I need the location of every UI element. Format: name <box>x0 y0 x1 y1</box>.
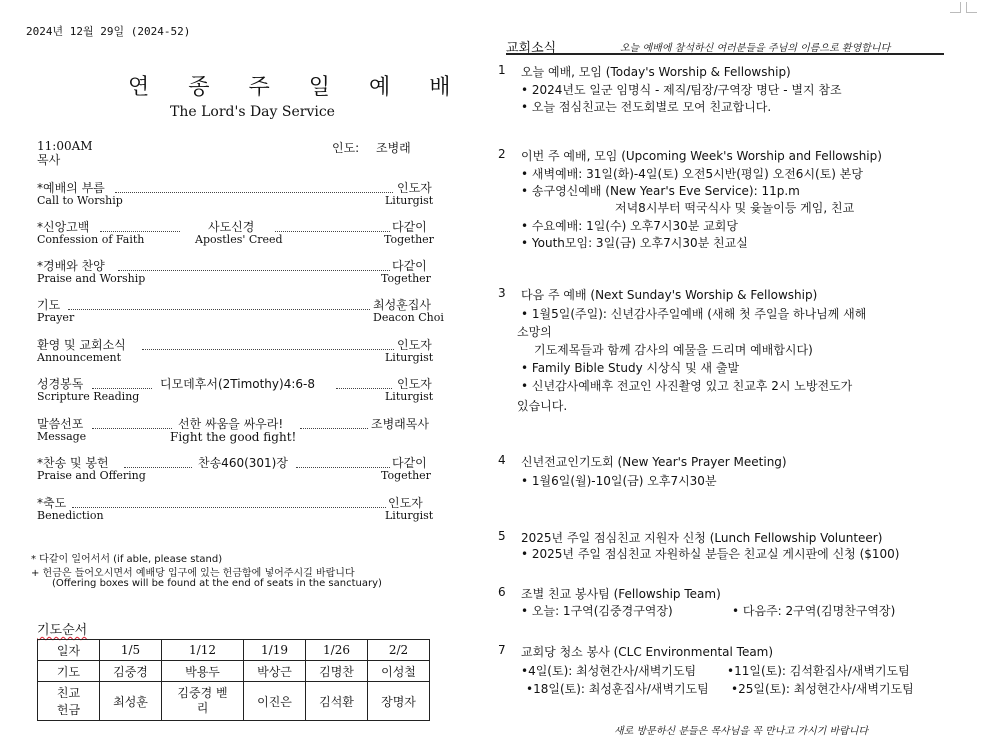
leader-name: 조병래 <box>376 141 411 155</box>
service-item-english: Praise and Offering <box>37 469 146 482</box>
offering-label-line1: 친교 <box>56 686 81 700</box>
service-item-english: Message <box>37 430 87 443</box>
table-cell: 1/26 <box>306 640 368 661</box>
news-line: • 새벽예배: 31일(화)-4일(토) 오전5시반(평일) 오전6시(토) 본당 <box>521 167 863 181</box>
service-item-title: 성경봉독 <box>37 377 84 391</box>
leader-label: 인도: <box>332 141 360 155</box>
leader-dots <box>300 428 368 429</box>
news-line: • 2024년도 일군 임명식 - 제직/팀장/구역장 명단 - 별지 참조 <box>521 83 842 97</box>
news-line: • Family Bible Study 시상식 및 새 출발 <box>521 361 740 375</box>
service-item-english: Confession of Faith <box>37 233 145 246</box>
service-item-role: 인도자 <box>397 338 432 352</box>
section-number: 7 <box>498 643 506 657</box>
offering-note: + 헌금은 들어오시면서 예배당 입구에 있는 헌금함에 넣어주시길 바랍니다 <box>31 568 355 579</box>
service-item-role: 다같이 <box>392 220 427 234</box>
table-cell: 장명자 <box>368 682 430 721</box>
news-line: •11일(토): 김석환집사/새벽기도팀 <box>727 664 910 678</box>
news-line: 소망의 <box>517 325 552 339</box>
table-cell: 이진은 <box>244 682 306 721</box>
table-cell: 일자 <box>38 640 100 661</box>
leader-dots <box>72 507 386 508</box>
stand-note: * 다같이 일어서서 (if able, please stand) <box>31 554 223 565</box>
service-item-role: 인도자 <box>397 377 432 391</box>
table-cell: 1/19 <box>244 640 306 661</box>
service-item-title: 환영 및 교회소식 <box>37 338 126 352</box>
leader-dots <box>115 192 393 193</box>
table-cell: 1/12 <box>162 640 244 661</box>
news-line: 있습니다. <box>517 399 568 413</box>
service-item-middle: 디모데후서(2Timothy)4:6-8 <box>160 377 315 391</box>
service-item-role-english: Liturgist <box>385 390 434 403</box>
news-line: • Youth모임: 3일(금) 오후7시30분 친교실 <box>521 236 748 250</box>
news-line: • 오늘 점심친교는 전도회별로 모여 친교합니다. <box>521 100 772 114</box>
service-item-title: *신앙고백 <box>37 220 90 234</box>
service-item-english: Scripture Reading <box>37 390 140 403</box>
prayer-schedule-title: 기도순서 <box>37 623 88 638</box>
leader-dots <box>100 231 180 232</box>
section-number: 4 <box>498 453 506 467</box>
table-row <box>38 682 430 721</box>
service-item-title: 기도 <box>37 298 61 312</box>
service-item-role-english: Deacon Choi <box>373 311 444 324</box>
section-title: 다음 주 예배 (Next Sunday's Worship & Fellowship) <box>521 288 818 302</box>
visitor-footer: 새로 방문하신 분들은 목사님을 꼭 만나고 가시기 바랍니다 <box>614 726 869 737</box>
leader-dots <box>118 270 390 271</box>
offering-label-line2: 헌금 <box>56 703 81 717</box>
service-item-english: Announcement <box>37 351 122 364</box>
service-item-title: *축도 <box>37 496 67 510</box>
news-line: • 1월6일(월)-10일(금) 오후7시30분 <box>521 474 717 488</box>
news-divider <box>506 53 944 55</box>
section-number: 5 <box>498 529 506 543</box>
section-title: 이번 주 예배, 모임 (Upcoming Week's Worship and Fellowship) <box>521 149 882 163</box>
service-item-middle-english: Fight the good fight! <box>170 430 297 444</box>
table-cell: 김중경 <box>100 661 162 682</box>
news-line: • 1월5일(주일): 신년감사주일예배 (새해 첫 주일을 하나님께 새해 <box>521 307 867 321</box>
service-item-role-english: Liturgist <box>385 351 434 364</box>
news-line: • 2025년 주일 점심친교 자원하실 분들은 친교실 게시판에 신청 ($100) <box>521 547 900 561</box>
leader-dots <box>296 467 390 468</box>
corner-mark <box>950 2 961 13</box>
date-line: 2024년 12월 29일 (2024-52) <box>26 25 191 38</box>
section-title: 2025년 주일 점심친교 지원자 신청 (Lunch Fellowship Volunteer) <box>521 531 883 545</box>
leader-title: 목사 <box>37 153 61 167</box>
news-line: • 송구영신예배 (New Year's Eve Service): 11p.m <box>521 184 800 198</box>
service-item-english: Praise and Worship <box>37 272 146 285</box>
service-item-role-english: Together <box>381 469 431 482</box>
service-time: 11:00AM <box>37 139 93 153</box>
table-cell: 이성철 <box>368 661 430 682</box>
section-title: 신년전교인기도회 (New Year's Prayer Meeting) <box>521 455 787 469</box>
service-item-role: 최성훈집사 <box>373 298 431 312</box>
table-row <box>38 661 430 682</box>
service-item-role: 인도자 <box>397 181 432 195</box>
service-item-role-english: Liturgist <box>385 194 434 207</box>
table-cell: 최성훈 <box>100 682 162 721</box>
service-item-title: *찬송 및 봉헌 <box>37 456 109 470</box>
news-line: • 수요예배: 1일(수) 오후7시30분 교회당 <box>521 219 738 233</box>
prayer-schedule-table <box>37 639 430 721</box>
service-item-role-english: Together <box>384 233 434 246</box>
table-cell: 김석환 <box>306 682 368 721</box>
service-title-english: The Lord's Day Service <box>170 104 335 120</box>
news-line: •25일(토): 최성현간사/새벽기도팀 <box>731 682 914 696</box>
service-item-role: 다같이 <box>392 259 427 273</box>
table-cell: 박용두 <box>162 661 244 682</box>
section-number: 2 <box>498 147 506 161</box>
service-item-role: 인도자 <box>388 496 423 510</box>
leader-dots <box>68 309 370 310</box>
service-item-english: Call to Worship <box>37 194 123 207</box>
table-cell: 1/5 <box>100 640 162 661</box>
section-title: 조별 친교 봉사팀 (Fellowship Team) <box>521 587 721 601</box>
service-item-role: 다같이 <box>392 456 427 470</box>
service-item-title: *경배와 찬양 <box>37 259 105 273</box>
service-item-role: 조병래목사 <box>371 417 429 431</box>
table-cell: 김중경 벧리 <box>162 682 244 721</box>
news-line: •4일(토): 최성현간사/새벽기도팀 <box>521 664 697 678</box>
table-cell: 기도 <box>38 661 100 682</box>
table-cell: 김명찬 <box>306 661 368 682</box>
table-row <box>38 640 430 661</box>
section-number: 1 <box>498 63 506 77</box>
leader-dots <box>92 388 152 389</box>
service-item-english: Prayer <box>37 311 75 324</box>
service-item-role-english: Liturgist <box>385 509 434 522</box>
section-number: 3 <box>498 286 506 300</box>
table-cell: 2/2 <box>368 640 430 661</box>
leader-dots <box>124 467 192 468</box>
news-line: • 오늘: 1구역(김중경구역장) <box>521 604 673 618</box>
news-line: 기도제목들과 함께 감사의 예물을 드리며 예배합시다) <box>534 343 813 357</box>
news-line: 저녁8시부터 떡국식사 및 윷놀이등 게임, 친교 <box>615 201 855 215</box>
news-line: • 신년감사예배후 전교인 사진촬영 있고 친교후 2시 노방전도가 <box>521 379 853 393</box>
service-item-middle: 찬송460(301)장 <box>198 456 288 470</box>
service-item-title: 말씀선포 <box>37 417 84 431</box>
news-subtitle: 오늘 예배에 참석하신 여러분들을 주님의 이름으로 환영합니다 <box>620 43 891 54</box>
corner-mark <box>966 2 977 13</box>
service-item-english: Benediction <box>37 509 104 522</box>
service-item-title: *예배의 부름 <box>37 181 105 195</box>
news-line: • 다음주: 2구역(김명찬구역장) <box>732 604 896 618</box>
service-item-middle: 선한 싸움을 싸우라! <box>178 417 284 431</box>
service-item-role-english: Together <box>381 272 431 285</box>
leader-dots <box>336 388 392 389</box>
service-item-middle: 사도신경 <box>208 220 255 234</box>
service-item-middle-english: Apostles' Creed <box>195 233 283 246</box>
leader-dots <box>92 428 172 429</box>
news-line: •18일(토): 최성훈집사/새벽기도팀 <box>526 682 709 696</box>
table-cell <box>38 682 100 721</box>
table-cell: 박상근 <box>244 661 306 682</box>
service-title-korean: 연 종 주 일 예 배 <box>128 75 467 100</box>
section-number: 6 <box>498 585 506 599</box>
leader-dots <box>142 349 394 350</box>
section-title: 교회당 청소 봉사 (CLC Environmental Team) <box>521 645 774 659</box>
offering-note-english: (Offering boxes will be found at the end of seats in the sanctuary) <box>52 578 382 589</box>
section-title: 오늘 예배, 모임 (Today's Worship & Fellowship) <box>521 65 791 79</box>
news-title: 교회소식 <box>506 41 557 56</box>
leader-dots <box>275 231 390 232</box>
